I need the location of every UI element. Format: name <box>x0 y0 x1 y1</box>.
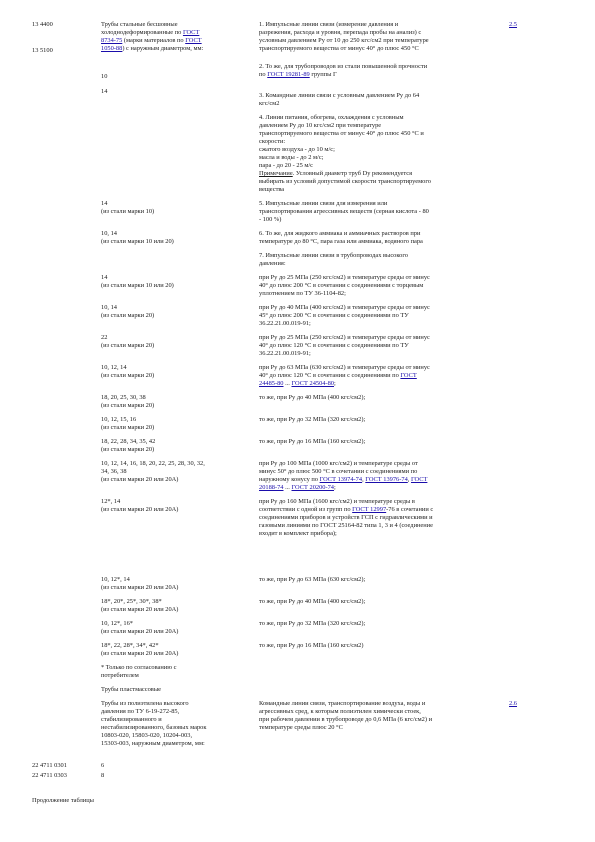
pipe-description-line <box>101 230 117 238</box>
text-fragment: давлением Ру до 10 кгс/см2 при температуре <box>259 122 382 129</box>
standard-link[interactable]: ГОСТ <box>400 372 417 379</box>
application-text-line <box>259 438 365 446</box>
text-fragment: 4. Линии питания, обогрева, охлаждения с условным <box>259 114 404 121</box>
pipe-description-line <box>101 468 127 476</box>
text-fragment: 10803-020, 15803-020, 10204-003, <box>101 732 193 739</box>
standard-link[interactable]: ГОСТ 24504-80 <box>291 380 334 387</box>
text-fragment: (из стали марки 20) <box>101 342 155 349</box>
application-text-line <box>259 380 336 388</box>
text-fragment: 18*, 20*, 25*, 30*, 38* <box>101 598 162 605</box>
application-text-line <box>259 162 313 170</box>
text-fragment: давления: <box>259 260 286 267</box>
text-fragment: при Ру до 63 МПа (630 кгс/см2) и температуре среды от минус <box>259 364 430 371</box>
pipe-description-line <box>101 416 136 424</box>
text-fragment: Трубы из полиэтилена высокого <box>101 700 189 707</box>
text-fragment: температуре среды плюс 20 °С <box>259 724 343 731</box>
text-fragment: 14 <box>101 88 108 95</box>
text-fragment: 40° до плюс 120 °С в сочетании с соединениями по <box>259 372 401 379</box>
application-text-line <box>259 230 420 238</box>
standard-link[interactable]: ГОСТ <box>182 29 200 36</box>
text-fragment: (из стали марки 20 или 20А) <box>101 628 179 635</box>
application-text-line <box>259 138 285 146</box>
text-fragment: масла и воды - до 2 м/с; <box>259 154 324 161</box>
application-text-line <box>259 260 286 268</box>
text-fragment: при Ру до 25 МПа (250 кгс/см2) и температуре среды от минус <box>259 274 430 281</box>
standard-link[interactable]: ГОСТ 19281-89 <box>267 71 310 78</box>
text-fragment: 10, 12, 15, 16 <box>101 416 137 423</box>
application-text-line <box>259 100 279 108</box>
text-fragment: соединениями приборов и устройств ГСП с гидравлическими и <box>259 514 433 521</box>
text-fragment: наружному конусу по <box>259 476 320 483</box>
pipe-description-line <box>101 650 178 658</box>
pipe-description-line <box>101 576 130 584</box>
text-fragment: (из стали марки 20 или 20А) <box>101 650 179 657</box>
application-text-line <box>259 506 433 514</box>
standard-link[interactable]: 1050-88 <box>101 45 123 52</box>
pipe-description-line <box>101 606 178 614</box>
text-fragment: (из стали марки 20 или 20А) <box>101 506 179 513</box>
text-fragment: 10, 12, 14 <box>101 364 127 371</box>
application-text-line <box>259 122 381 130</box>
text-fragment: 12*, 14 <box>101 498 121 505</box>
pipe-description-line <box>101 29 199 37</box>
table-continuation-note: Продолжение таблицы <box>32 797 94 804</box>
application-text-line <box>259 394 365 402</box>
text-fragment: 8 <box>101 772 105 779</box>
text-fragment: (марки материалов по <box>122 37 186 44</box>
text-fragment: 10, 14 <box>101 304 117 311</box>
clause-reference-link[interactable]: 2.5 <box>509 21 517 28</box>
text-fragment: (из стали марки 20) <box>101 312 155 319</box>
pipe-description-line <box>101 460 205 468</box>
application-text-line <box>259 21 398 29</box>
application-text-line <box>259 45 419 53</box>
pipe-description-line <box>101 506 178 514</box>
pipe-description-line <box>101 762 104 770</box>
text-fragment: (из стали марки 20 или 20А) <box>101 606 179 613</box>
text-fragment: 10, 12*, 14 <box>101 576 130 583</box>
application-text-line <box>259 216 281 224</box>
application-text-line <box>259 476 427 484</box>
text-fragment: 22 <box>101 334 108 341</box>
application-text-line <box>259 200 387 208</box>
text-fragment: (из стали марки 20) <box>101 402 155 409</box>
pipe-description-line <box>101 372 154 380</box>
text-fragment: (из стали марки 10 или 20) <box>101 282 174 289</box>
pipe-description-line <box>101 282 174 290</box>
pipe-description-line <box>101 732 192 740</box>
text-fragment: потребителем <box>101 672 139 679</box>
standard-link[interactable]: ГОСТ 13974-74 <box>319 476 363 483</box>
pipe-description-line <box>101 364 127 372</box>
text-fragment: то же, при Ру до 32 МПа (320 кгс/см2); <box>259 620 366 627</box>
text-fragment: 40° до плюс 200 °С в сочетании с соединениями с торцевым <box>259 282 424 289</box>
application-text-line <box>259 252 408 260</box>
pipe-description-line <box>101 238 174 246</box>
text-fragment: 3. Командные линии связи с условным давлением Ру до 64 <box>259 92 420 99</box>
text-fragment: холоднодеформированные по <box>101 29 183 36</box>
text-fragment: условным давлением Ру от 10 до 250 кгс/см2 при температуре <box>259 37 429 44</box>
text-fragment: при Ру до 40 МПа (400 кгс/см2) и температуре среды от минус <box>259 304 430 311</box>
text-fragment: * Только по согласованию с <box>101 664 177 671</box>
application-text-line <box>259 208 429 216</box>
text-fragment: 6 <box>101 762 105 769</box>
application-text-line <box>259 372 417 380</box>
text-fragment: транспортируемого вещества от минус 40° до плюс 450 °С <box>259 45 419 52</box>
standard-link[interactable]: 8734-75 <box>101 37 123 44</box>
text-fragment: ; <box>334 380 336 387</box>
application-text-line <box>259 514 433 522</box>
text-fragment: (из стали марки 10) <box>101 208 155 215</box>
application-text-line <box>259 350 311 358</box>
text-fragment: 18*, 22, 28*, 34*, 42* <box>101 642 159 649</box>
pipe-description-line <box>101 21 178 29</box>
text-fragment: температуре до 80 °С, пара газа или аммиака, водяного пара <box>259 238 423 245</box>
application-text-line <box>259 484 336 492</box>
text-fragment: то же, при Ру до 40 МПа (400 кгс/см2); <box>259 394 366 401</box>
text-fragment: Трубы стальные бесшовные <box>101 21 178 28</box>
pipe-description-line <box>101 716 162 724</box>
application-text-line <box>259 320 311 328</box>
pipe-description-line <box>101 45 203 53</box>
pipe-description-line <box>101 686 161 694</box>
text-fragment: то же, при Ру до 16 МПа (160 кгс/см2) <box>259 642 364 649</box>
text-fragment: разрежения, расхода и уровня, перепада пробы на анализ) с <box>259 29 422 36</box>
pipe-description-line <box>101 740 205 748</box>
standard-link[interactable]: 24485-80 <box>259 380 284 387</box>
text-fragment: группы Г <box>309 71 337 78</box>
application-text-line <box>259 708 421 716</box>
application-text-line <box>259 598 365 606</box>
text-fragment: то же, при Ру до 63 МПа (630 кгс/см2); <box>259 576 366 583</box>
text-fragment: газовыми линиями по ГОСТ 25164-82 типа 1, 3 и 4 (соединение <box>259 522 433 529</box>
clause-reference-link[interactable]: 2.6 <box>509 700 517 707</box>
text-fragment: пара - до 20 - 25 м/с <box>259 162 314 169</box>
application-text-line <box>259 620 365 628</box>
text-fragment: выбирать из условий допустимой скорости транспортируемого <box>259 178 431 185</box>
text-fragment: скорости: <box>259 138 286 145</box>
text-fragment: 10 <box>101 73 108 80</box>
application-text-line <box>259 238 423 246</box>
application-text-line <box>259 63 427 71</box>
application-text-line <box>259 416 365 424</box>
standard-link[interactable]: ГОСТ <box>410 476 428 483</box>
text-fragment: (из стали марки 20) <box>101 424 155 431</box>
pipe-description-line <box>101 312 154 320</box>
text-fragment: входит в комплект прибора); <box>259 530 337 537</box>
application-text-line <box>259 146 335 154</box>
application-text-line <box>259 274 430 282</box>
text-fragment: агрессивных сред, к которым полиэтилен химически стоек, <box>259 708 421 715</box>
text-fragment: нестабилизированного, базовых марок <box>101 724 207 731</box>
text-fragment: 40° до плюс 120 °С в сочетании с соединениями по ТУ <box>259 342 409 349</box>
pipe-description-line <box>101 642 159 650</box>
text-fragment: Трубы пластмассовые <box>101 686 161 693</box>
application-text-line <box>259 304 430 312</box>
text-fragment: транспортируемого вещества от минус 40° до плюс 450 °С и <box>259 130 424 137</box>
application-text-line <box>259 724 343 732</box>
text-fragment: уплотнением по ТУ 36-1104-82; <box>259 290 346 297</box>
okp-code: 13 5100 <box>32 47 53 54</box>
text-fragment: давления по ТУ 6-19-272-85, <box>101 708 180 715</box>
text-fragment: 6. То же, для жидкого аммиака и аммиачных растворов при <box>259 230 421 237</box>
text-fragment: 18, 22, 28, 34, 35, 42 <box>101 438 156 445</box>
text-fragment: ) с наружным диаметром, мм: <box>122 45 204 52</box>
application-text-line <box>259 364 430 372</box>
application-text-line <box>259 130 424 138</box>
pipe-description-line <box>101 620 133 628</box>
standard-link[interactable]: 20188-74 <box>259 484 284 491</box>
application-text-line <box>259 92 419 100</box>
text-fragment: (из стали марки 20 или 20А) <box>101 584 179 591</box>
text-fragment: при Ру до 160 МПа (1600 кгс/см2) и температуре среды в <box>259 498 415 505</box>
application-text-line <box>259 282 423 290</box>
pipe-description-line <box>101 476 178 484</box>
pipe-description-line <box>101 724 206 732</box>
text-fragment: то же, при Ру до 32 МПа (320 кгс/см2); <box>259 416 366 423</box>
text-fragment: вещества <box>259 186 285 193</box>
application-text-line <box>259 178 431 186</box>
text-fragment: -76 в сочетании с <box>386 506 434 513</box>
application-text-line <box>259 154 323 162</box>
pipe-description-line <box>101 88 107 96</box>
application-text-line <box>259 290 346 298</box>
text-fragment: 10, 14 <box>101 230 117 237</box>
text-fragment: (из стали марки 20 или 20А) <box>101 476 179 483</box>
text-fragment: 10, 12, 14, 16, 18, 20, 22, 25, 28, 30, 32, <box>101 460 205 467</box>
pipe-description-line <box>101 598 162 606</box>
pipe-description-line <box>101 274 107 282</box>
pipe-description-line <box>101 334 107 342</box>
text-fragment: 14 <box>101 274 108 281</box>
application-text-line <box>259 37 429 45</box>
text-fragment: 36.22.21.00.019-91; <box>259 350 311 357</box>
text-fragment: 18, 20, 25, 30, 38 <box>101 394 146 401</box>
text-fragment: , <box>362 476 366 483</box>
pipe-description-line <box>101 498 120 506</box>
text-fragment: то же, при Ру до 40 МПа (400 кгс/см2); <box>259 598 366 605</box>
application-text-line <box>259 312 409 320</box>
text-fragment: 2. То же, для трубопроводов из стали повышенной прочности <box>259 63 428 70</box>
pipe-description-line <box>101 664 176 672</box>
text-fragment: то же, при Ру до 16 МПа (160 кгс/см2); <box>259 438 366 445</box>
text-fragment: Командные линии связи, транспортирование воздуха, воды и <box>259 700 426 707</box>
application-text-line <box>259 530 337 538</box>
application-text-line <box>259 522 433 530</box>
text-fragment: при Ру до 100 МПа (1000 кгс/см2) и температуре среды от <box>259 460 418 467</box>
application-text-line <box>259 170 412 178</box>
text-fragment: сжатого воздуха - до 10 м/с; <box>259 146 335 153</box>
application-text-line <box>259 334 430 342</box>
text-fragment: 7. Импульсные линии связи в трубопроводах высокого <box>259 252 408 259</box>
pipe-description-line <box>101 342 154 350</box>
text-fragment: 34, 36, 38 <box>101 468 127 475</box>
text-fragment: ... <box>283 380 292 387</box>
text-fragment: 45° до плюс 200 °С в сочетании с соединениями по ТУ <box>259 312 409 319</box>
standard-link[interactable]: ГОСТ 12997 <box>352 506 387 513</box>
pipe-description-line <box>101 438 155 446</box>
text-fragment: 15303-003, наружным диаметром, мм: <box>101 740 205 747</box>
application-text-line <box>259 114 404 122</box>
text-fragment: , <box>407 476 411 483</box>
text-fragment: 5. Импульсные линии связи для измерения или <box>259 200 388 207</box>
okp-code: 13 4400 <box>32 21 53 28</box>
text-fragment: 14 <box>101 200 108 207</box>
application-text-line <box>259 186 284 194</box>
text-fragment: стабилизированного и <box>101 716 162 723</box>
text-fragment: 36.22.21.00.019-91; <box>259 320 311 327</box>
application-text-line <box>259 716 432 724</box>
okp-code: 22 4711 0301 <box>32 762 67 769</box>
application-text-line <box>259 642 363 650</box>
application-text-line <box>259 700 425 708</box>
pipe-description-line <box>101 672 139 680</box>
text-fragment: 10, 12*, 16* <box>101 620 133 627</box>
okp-code: 22 4711 0303 <box>32 772 67 779</box>
standard-link[interactable]: ГОСТ 13976-74 <box>365 476 408 483</box>
pipe-description-line <box>101 628 178 636</box>
pipe-description-line <box>101 708 179 716</box>
application-text-line <box>259 29 421 37</box>
pipe-description-line <box>101 37 202 45</box>
application-text-line <box>259 468 417 476</box>
text-fragment: при Ру до 25 МПа (250 кгс/см2) и температуре среды от минус <box>259 334 430 341</box>
text-fragment: кгс/см2 <box>259 100 280 107</box>
text-fragment: (из стали марки 20) <box>101 446 155 453</box>
pipe-description-line <box>101 208 154 216</box>
pipe-description-line <box>101 424 154 432</box>
text-fragment: при рабочем давлении в трубопроводе до 0,6 МПа (6 кгс/см2) и <box>259 716 433 723</box>
pipe-description-line <box>101 304 117 312</box>
text-fragment: . Условный диаметр труб Dу рекомендуется <box>292 170 413 177</box>
text-fragment: по <box>259 71 268 78</box>
text-fragment: ... <box>283 484 292 491</box>
text-fragment: ; <box>334 484 336 491</box>
note-label: Примечание <box>259 170 293 177</box>
application-text-line <box>259 498 415 506</box>
pipe-description-line <box>101 446 154 454</box>
text-fragment: - 100 %) <box>259 216 282 223</box>
text-fragment: минус 50° до плюс 500 °С в сочетании с соединениями по <box>259 468 418 475</box>
pipe-description-line <box>101 772 104 780</box>
application-text-line <box>259 342 409 350</box>
pipe-description-line <box>101 200 107 208</box>
text-fragment: транспортирования агрессивных веществ (серная кислота - 80 <box>259 208 429 215</box>
text-fragment: соответствии с одной из групп по <box>259 506 353 513</box>
application-text-line <box>259 576 365 584</box>
application-text-line <box>259 460 418 468</box>
standard-link[interactable]: ГОСТ <box>185 37 202 44</box>
application-text-line <box>259 71 337 79</box>
text-fragment: (из стали марки 10 или 20) <box>101 238 174 245</box>
pipe-description-line <box>101 402 154 410</box>
text-fragment: (из стали марки 20) <box>101 372 155 379</box>
text-fragment: 1. Импульсные линии связи (измерение давления и <box>259 21 399 28</box>
pipe-description-line <box>101 73 107 81</box>
pipe-description-line <box>101 700 189 708</box>
pipe-description-line <box>101 394 146 402</box>
pipe-description-line <box>101 584 178 592</box>
standard-link[interactable]: ГОСТ 20200-74 <box>291 484 334 491</box>
